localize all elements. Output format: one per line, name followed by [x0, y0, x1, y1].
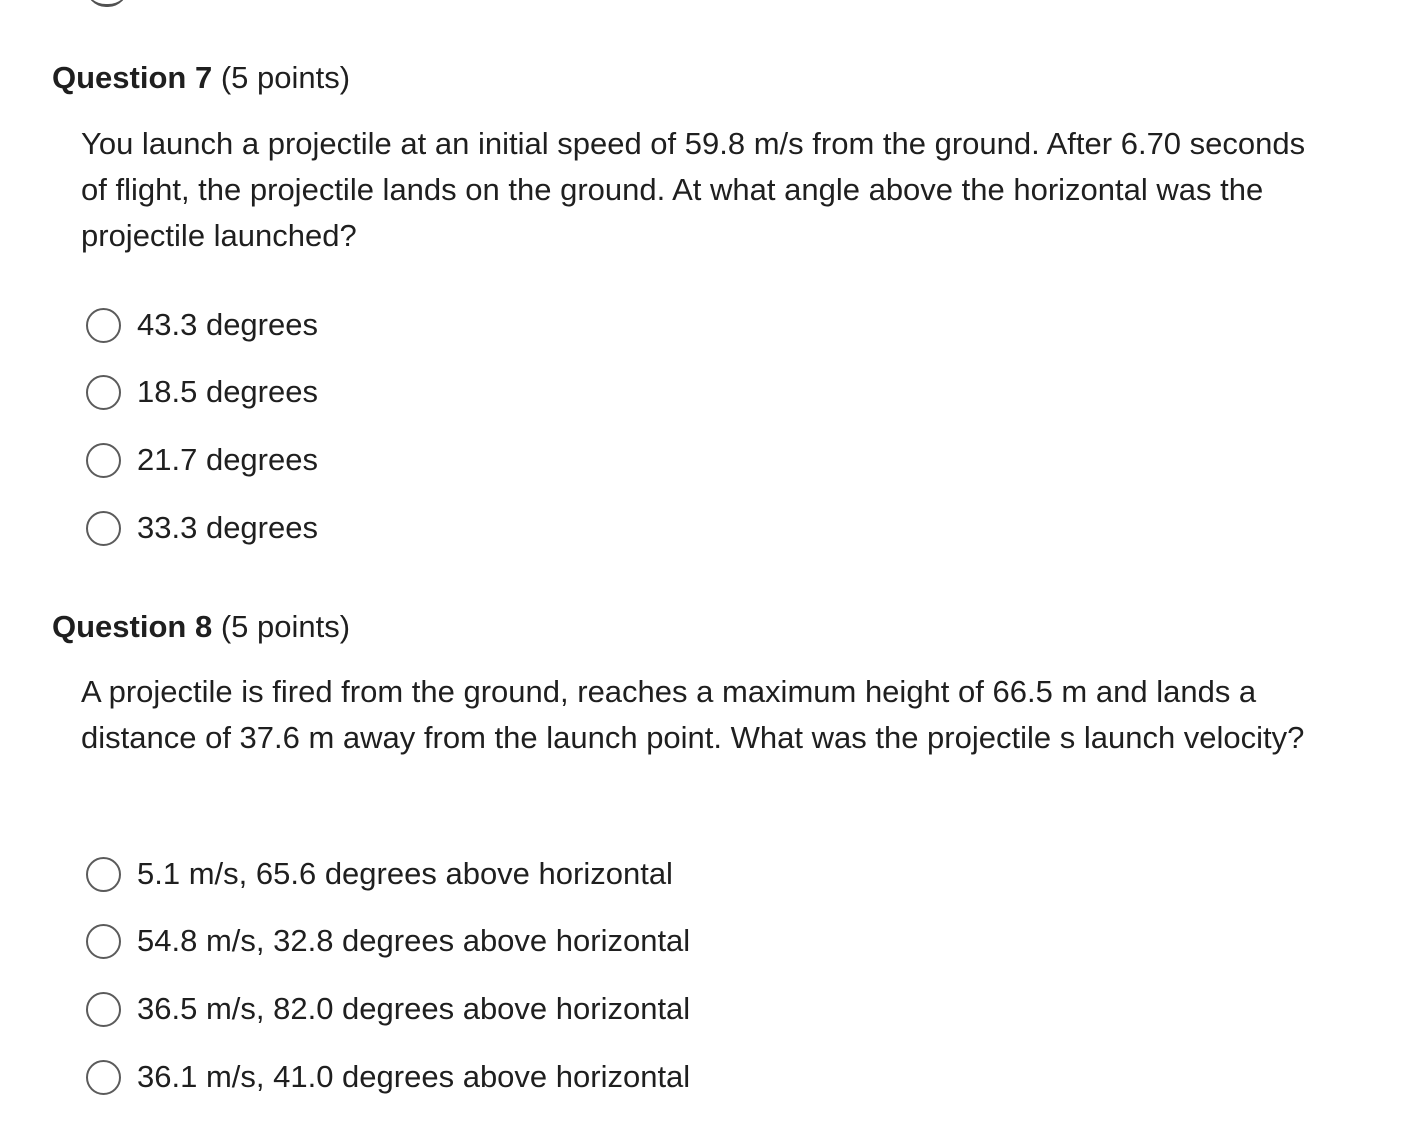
answer-option[interactable]	[86, 854, 673, 894]
radio-button[interactable]	[86, 1060, 121, 1095]
answer-option-label[interactable]: 43.3 degrees	[137, 307, 318, 342]
question-title: Question 7	[52, 60, 213, 95]
previous-radio-fragment	[86, 0, 128, 7]
radio-button[interactable]	[86, 443, 121, 478]
answer-option-label[interactable]: 5.1 m/s, 65.6 degrees above horizontal	[137, 856, 673, 891]
answer-option[interactable]	[86, 989, 690, 1029]
answer-option-label[interactable]: 36.5 m/s, 82.0 degrees above horizontal	[137, 991, 691, 1026]
answer-option-label[interactable]: 21.7 degrees	[137, 442, 318, 477]
question-points: (5 points)	[220, 609, 351, 644]
answer-option[interactable]	[86, 372, 318, 412]
answer-option[interactable]	[86, 921, 690, 961]
radio-button[interactable]	[86, 375, 121, 410]
question-title: Question 8	[52, 609, 213, 644]
answer-option-label[interactable]: 33.3 degrees	[137, 510, 318, 545]
radio-button[interactable]	[86, 308, 121, 343]
answer-option[interactable]	[86, 508, 318, 548]
radio-button[interactable]	[86, 924, 121, 959]
question-header	[52, 609, 350, 645]
answer-option-label[interactable]: 36.1 m/s, 41.0 degrees above horizontal	[137, 1059, 691, 1094]
question-header	[52, 60, 350, 96]
answer-option[interactable]	[86, 1057, 690, 1097]
answer-option[interactable]	[86, 305, 318, 345]
question-text: A projectile is fired from the ground, reaches a maximum height of 66.5 m and lands a distance of 37.6 m away from the launch point. What was the projectile s launch velocity?	[81, 674, 1305, 755]
answer-option[interactable]	[86, 440, 318, 480]
question-text: You launch a projectile at an initial speed of 59.8 m/s from the ground. After 6.70 seconds of flight, the projectile lands on the ground. At what angle above the horizontal was the projectile launched?	[81, 126, 1306, 253]
radio-button[interactable]	[86, 992, 121, 1027]
radio-button[interactable]	[86, 857, 121, 892]
answer-option-label[interactable]: 18.5 degrees	[137, 374, 318, 409]
question-points: (5 points)	[220, 60, 351, 95]
radio-button[interactable]	[86, 511, 121, 546]
answer-option-label[interactable]: 54.8 m/s, 32.8 degrees above horizontal	[137, 923, 691, 958]
